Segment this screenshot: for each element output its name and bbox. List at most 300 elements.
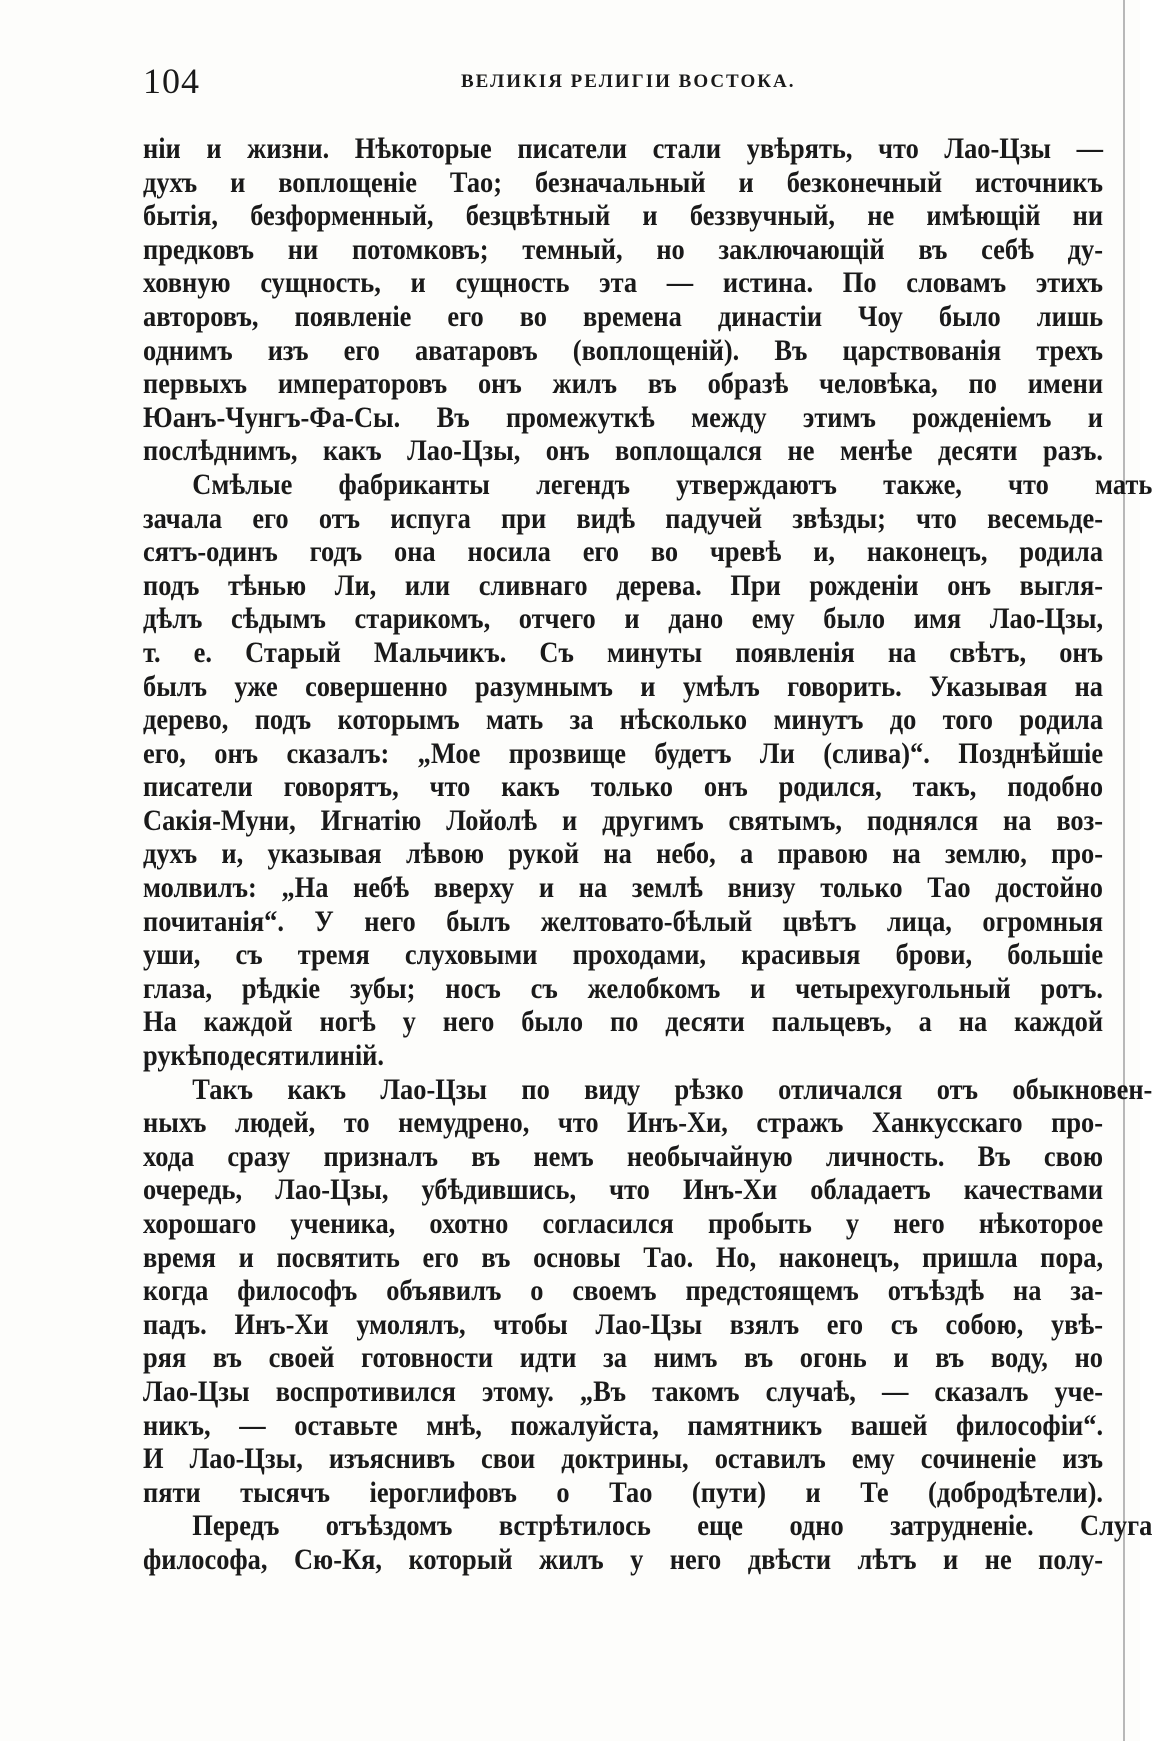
word: проходами,: [572, 938, 707, 972]
word: не: [984, 1542, 1012, 1576]
word: но: [1074, 1341, 1103, 1375]
word: него: [364, 904, 416, 938]
word: ему: [751, 602, 795, 636]
text-line: [143, 132, 1103, 166]
word: другимъ: [602, 803, 704, 837]
word: такъ,: [912, 770, 977, 804]
word: —: [239, 1408, 266, 1442]
word: испуга: [390, 501, 471, 535]
word: свою: [1043, 1139, 1104, 1173]
word: дерево,: [143, 703, 229, 737]
word: имени: [1027, 367, 1104, 401]
word: чтобы: [493, 1307, 568, 1341]
word: (воплощеній).: [572, 333, 740, 367]
text-line: [143, 1140, 1103, 1174]
word: свѣтъ,: [949, 635, 1027, 669]
word: родила: [1019, 535, 1104, 569]
word: его,: [143, 736, 186, 770]
word: рѣдкіе: [241, 971, 321, 1005]
word: дерева.: [616, 568, 702, 602]
word: нѣсколько: [619, 703, 748, 737]
word: онъ: [1059, 635, 1104, 669]
word: лѣвою: [405, 837, 485, 871]
word: аватаровъ: [414, 333, 538, 367]
text-line: [143, 1509, 1152, 1543]
word: немъ: [533, 1139, 594, 1173]
word: оставилъ: [714, 1442, 826, 1476]
word: Инъ-Хи: [682, 1173, 778, 1207]
word: двѣсти: [747, 1542, 832, 1576]
word: предстоящемъ: [685, 1274, 859, 1308]
word: не: [787, 434, 815, 468]
word: оставьте: [294, 1408, 398, 1442]
word: Инъ-Хи: [234, 1307, 329, 1341]
word: Слуга: [1080, 1509, 1152, 1543]
page-number: 104: [143, 61, 200, 101]
text-line: [143, 367, 1103, 401]
text-line: [143, 1308, 1103, 1342]
word: очередь,: [143, 1173, 243, 1207]
word: но: [656, 232, 685, 266]
word: и: [750, 971, 766, 1005]
word: іероглифовъ: [369, 1475, 517, 1509]
word: качествами: [963, 1173, 1104, 1207]
word: говорятъ,: [283, 770, 399, 804]
word: вашей: [850, 1408, 928, 1442]
text-line: [143, 602, 1103, 636]
word: минутъ: [773, 703, 864, 737]
word: Тао;: [449, 165, 503, 199]
text-line: [143, 1039, 1103, 1073]
word: авторовъ,: [143, 299, 259, 333]
word: призналъ: [323, 1139, 439, 1173]
word: ховную: [143, 266, 231, 300]
word: себѣ: [981, 232, 1034, 266]
word: въ: [935, 1341, 965, 1375]
word: воспротивился: [275, 1374, 456, 1408]
word: небѣ: [353, 871, 410, 905]
word: его: [582, 535, 619, 569]
word: на: [1013, 1274, 1042, 1308]
word: (слива)“.: [823, 736, 930, 770]
word: и: [206, 132, 222, 165]
word: мнѣ,: [426, 1408, 482, 1442]
word: по: [609, 1005, 639, 1039]
word: Въ: [774, 333, 808, 367]
word: наконецъ,: [866, 535, 988, 569]
word: По: [842, 266, 877, 300]
word: Передъ: [192, 1509, 280, 1543]
word: линій.: [309, 1039, 384, 1073]
word: памятникъ: [687, 1408, 823, 1442]
word: уже: [234, 669, 278, 703]
word: (добродѣтели).: [928, 1475, 1104, 1509]
text-line: [143, 434, 1103, 468]
word: Чоу: [858, 299, 903, 333]
word: (пути): [691, 1475, 767, 1509]
word: сущность,: [260, 266, 381, 300]
word: темный,: [522, 232, 623, 266]
text-line: [143, 1005, 1103, 1039]
word: безформенный,: [250, 199, 434, 233]
word: достойно: [995, 871, 1104, 905]
word: его: [826, 1307, 864, 1341]
word: огонь: [799, 1341, 867, 1375]
word: что: [429, 770, 471, 804]
text-line: [143, 636, 1103, 670]
word: и: [893, 1341, 909, 1375]
word: разъ.: [1042, 434, 1103, 468]
word: фабриканты: [338, 467, 490, 501]
word: имя: [913, 602, 962, 636]
word: Лао-Цзы: [380, 1072, 488, 1106]
word: жилъ: [539, 1542, 604, 1576]
word: Сю-Кя,: [293, 1542, 383, 1576]
word: и,: [813, 535, 836, 569]
word: послѣднимъ,: [143, 434, 298, 468]
text-line: [143, 1476, 1103, 1510]
word: по: [201, 1039, 231, 1073]
word: менѣе: [839, 434, 913, 468]
word: источникъ: [975, 165, 1104, 199]
word: его: [252, 501, 289, 535]
word: свои: [481, 1442, 536, 1476]
running-title: ВЕЛИКІЯ РЕЛИГІИ ВОСТОКА.: [461, 71, 796, 92]
text-line: [143, 837, 1103, 871]
word: духъ: [143, 837, 198, 871]
word: Лао-Цзы,: [407, 434, 521, 468]
word: увѣ-: [1050, 1307, 1104, 1341]
word: и: [562, 803, 578, 837]
word: словамъ: [906, 266, 1007, 300]
word: брови,: [895, 938, 973, 972]
word: стражъ: [756, 1106, 844, 1140]
word: необычайную: [626, 1139, 793, 1173]
text-line: [143, 401, 1103, 435]
word: стали: [652, 132, 722, 165]
word: на: [887, 635, 917, 669]
word: было: [521, 1005, 584, 1039]
word: царствованія: [842, 333, 1002, 367]
word: за: [603, 1341, 627, 1375]
text-line: [143, 1241, 1103, 1275]
word: уши,: [143, 938, 201, 972]
body-text: [143, 132, 1152, 1577]
word: Позднѣйшіе: [958, 736, 1104, 770]
text-line: [143, 1409, 1103, 1443]
word: и: [230, 165, 246, 199]
word: минуты: [606, 635, 703, 669]
word: ротъ.: [1040, 971, 1104, 1005]
word: писатели: [143, 770, 253, 804]
word: воплощеніе: [278, 165, 417, 199]
word: отъ: [318, 501, 361, 535]
word: Игнатію: [320, 803, 422, 837]
word: Лао-Цзы: [143, 1374, 250, 1408]
word: „Въ: [579, 1374, 627, 1408]
word: съ: [890, 1307, 918, 1341]
word: лица,: [886, 904, 952, 938]
word: про-: [1051, 837, 1103, 871]
word: только: [820, 871, 903, 905]
word: только: [590, 770, 674, 804]
text-line: [143, 468, 1152, 502]
text-line: [143, 1073, 1152, 1107]
word: Ли: [759, 736, 795, 770]
word: безцвѣтный: [465, 199, 611, 233]
word: „На: [281, 871, 329, 905]
word: идти: [519, 1341, 577, 1375]
word: трехъ: [1036, 333, 1104, 367]
word: и: [642, 199, 658, 233]
word: отчего: [518, 602, 596, 636]
word: Юанъ-Чунгъ-Фа-Сы.: [143, 400, 401, 434]
word: заключающій: [718, 232, 885, 266]
text-line: [143, 266, 1103, 300]
word: е.: [193, 635, 213, 669]
word: имѣющій: [926, 199, 1041, 233]
word: него: [669, 1542, 722, 1576]
word: не: [867, 199, 895, 233]
word: основы: [533, 1240, 621, 1274]
word: Лао-Цзы,: [275, 1173, 389, 1207]
word: бытія,: [143, 199, 219, 233]
text-line: [143, 502, 1103, 536]
word: него: [893, 1207, 945, 1240]
word: у: [402, 1005, 416, 1039]
word: десяти: [665, 1005, 745, 1039]
word: по: [521, 1072, 550, 1106]
word: На: [143, 1005, 177, 1039]
text-line: [143, 905, 1103, 939]
word: Старый: [245, 635, 341, 669]
word: утверждаютъ: [676, 467, 837, 501]
word: онъ: [477, 367, 522, 401]
word: доктрины,: [561, 1442, 689, 1476]
word: онъ: [214, 736, 259, 770]
word: посвятить: [276, 1240, 400, 1274]
word: былъ: [446, 904, 511, 938]
word: между: [691, 400, 767, 434]
word: пора,: [1040, 1240, 1104, 1274]
word: совершенно: [305, 669, 448, 703]
word: пришла: [922, 1240, 1018, 1274]
word: беззвучный,: [689, 199, 836, 233]
word: Ханкусскаго: [871, 1106, 1023, 1140]
word: пожалуйста,: [510, 1408, 659, 1442]
word: землѣ: [631, 871, 703, 905]
word: Тао: [927, 871, 971, 905]
word: а: [918, 1005, 932, 1039]
word: вверху: [433, 871, 515, 905]
word: красивыя: [741, 938, 861, 972]
word: Лойолѣ: [446, 803, 538, 837]
word: Съ: [539, 635, 574, 669]
word: онъ: [703, 770, 748, 804]
word: философъ: [237, 1274, 358, 1308]
word: такомъ: [652, 1374, 740, 1408]
word: изъ: [1062, 1442, 1104, 1476]
word: промежуткѣ: [506, 400, 655, 434]
word: какъ: [501, 770, 560, 804]
word: Ли,: [334, 568, 377, 602]
word: Нѣкоторые: [354, 132, 492, 165]
word: про-: [1051, 1106, 1104, 1140]
word: и: [538, 871, 555, 905]
word: старикомъ,: [354, 602, 491, 636]
word: Сакія-Муни,: [143, 803, 296, 837]
word: взялъ: [729, 1307, 800, 1341]
word: —: [1076, 132, 1104, 165]
word: зачала: [143, 501, 223, 535]
word: ни: [287, 232, 319, 266]
word: а: [739, 837, 754, 871]
text-line: [143, 770, 1103, 804]
word: о: [530, 1274, 544, 1308]
word: каждой: [203, 1005, 293, 1039]
word: обыкновен-: [1012, 1072, 1152, 1106]
word: этихъ: [1035, 266, 1104, 300]
word: и: [410, 266, 426, 300]
text-line: [143, 737, 1103, 771]
word: рукой: [508, 837, 580, 871]
word: затрудненіе.: [890, 1509, 1034, 1543]
word: философіи“.: [956, 1408, 1104, 1442]
word: время: [143, 1240, 216, 1274]
word: того: [942, 703, 994, 737]
word: въ: [481, 1240, 511, 1274]
word: родился,: [778, 770, 882, 804]
word: сущность: [455, 266, 570, 300]
word: пальцевъ,: [771, 1005, 892, 1039]
word: ученика,: [290, 1207, 396, 1240]
word: легендъ: [536, 467, 630, 501]
word: съ: [235, 938, 263, 972]
word: времена: [583, 299, 682, 333]
text-line: [143, 670, 1103, 704]
word: мать: [1095, 467, 1152, 501]
text-line: [143, 166, 1103, 200]
word: подъ: [254, 703, 312, 737]
word: что: [609, 1173, 650, 1207]
word: за-: [1070, 1274, 1104, 1308]
word: сливнаго: [478, 568, 588, 602]
word: жизни.: [247, 132, 330, 165]
word: хорошаго: [143, 1207, 257, 1240]
text-line: [143, 1106, 1103, 1140]
word: появленія: [735, 635, 855, 669]
word: святымъ,: [728, 803, 842, 837]
word: слуховыми: [404, 938, 538, 972]
word: прозвище: [508, 736, 626, 770]
word: будетъ: [654, 736, 732, 770]
word: ряя: [143, 1341, 187, 1375]
word: ногѣ: [319, 1005, 376, 1039]
word: что: [557, 1106, 599, 1140]
word: лишь: [1036, 299, 1104, 333]
word: рѣзко: [674, 1072, 744, 1106]
word: императоровъ: [277, 367, 448, 401]
word: пяти: [143, 1475, 201, 1509]
word: этому.: [481, 1374, 554, 1408]
word: говорить.: [787, 669, 902, 703]
word: сказалъ:: [286, 736, 390, 770]
word: что: [878, 132, 919, 165]
word: —: [881, 1374, 909, 1408]
word: уче-: [1054, 1374, 1104, 1408]
word: поднялся: [866, 803, 979, 837]
word: при: [501, 501, 547, 535]
word: глаза,: [143, 971, 213, 1005]
word: никъ,: [143, 1408, 211, 1442]
word: умѣлъ: [682, 669, 760, 703]
word: падучей: [665, 501, 763, 535]
text-line: [143, 1375, 1103, 1409]
word: что: [916, 501, 957, 535]
word: на: [958, 1005, 988, 1039]
word: онъ: [545, 434, 590, 468]
word: обладаетъ: [810, 1173, 931, 1207]
word: Указывая: [929, 669, 1048, 703]
word: было: [938, 299, 1001, 333]
word: у: [630, 1542, 644, 1576]
text-line: [143, 938, 1103, 972]
word: носъ: [445, 971, 501, 1005]
word: тремя: [297, 938, 370, 972]
text-line: [143, 300, 1103, 334]
word: воду,: [990, 1341, 1048, 1375]
word: отъѣздѣ: [887, 1274, 985, 1308]
word: него: [442, 1005, 495, 1039]
word: и: [738, 165, 754, 199]
word: видѣ: [576, 501, 636, 535]
word: почитанія“.: [143, 904, 284, 938]
word: согласился: [542, 1207, 674, 1240]
word: его: [343, 333, 380, 367]
word: лѣтъ: [857, 1542, 917, 1576]
word: изъяснивъ: [328, 1442, 456, 1476]
word: потомковъ;: [351, 232, 489, 266]
word: годъ: [309, 535, 363, 569]
word: выгля-: [1019, 568, 1104, 602]
word: падъ.: [143, 1307, 207, 1341]
word: Но,: [715, 1240, 757, 1274]
text-line: [143, 535, 1103, 569]
word: Лао-Цзы,: [989, 602, 1104, 636]
text-line: [143, 972, 1103, 1006]
word: жилъ: [552, 367, 618, 401]
word: по: [968, 367, 997, 401]
word: сятъ-одинъ: [143, 535, 278, 569]
text-line: [143, 871, 1103, 905]
word: о: [556, 1475, 570, 1509]
word: Лао-Цзы,: [189, 1442, 303, 1476]
word: весемьде-: [987, 501, 1103, 535]
word: объявилъ: [386, 1274, 502, 1308]
word: каждой: [1014, 1005, 1104, 1039]
word: что: [1008, 467, 1049, 501]
word: т.: [143, 635, 161, 669]
word: появленіе: [294, 299, 412, 333]
word: звѣзды;: [792, 501, 886, 535]
word: виду: [584, 1072, 641, 1106]
word: родила: [1019, 703, 1104, 737]
word: писатели: [517, 132, 628, 165]
word: еще: [697, 1509, 744, 1543]
word: на: [892, 837, 921, 871]
word: личность.: [825, 1139, 945, 1173]
word: своемъ: [572, 1274, 657, 1308]
